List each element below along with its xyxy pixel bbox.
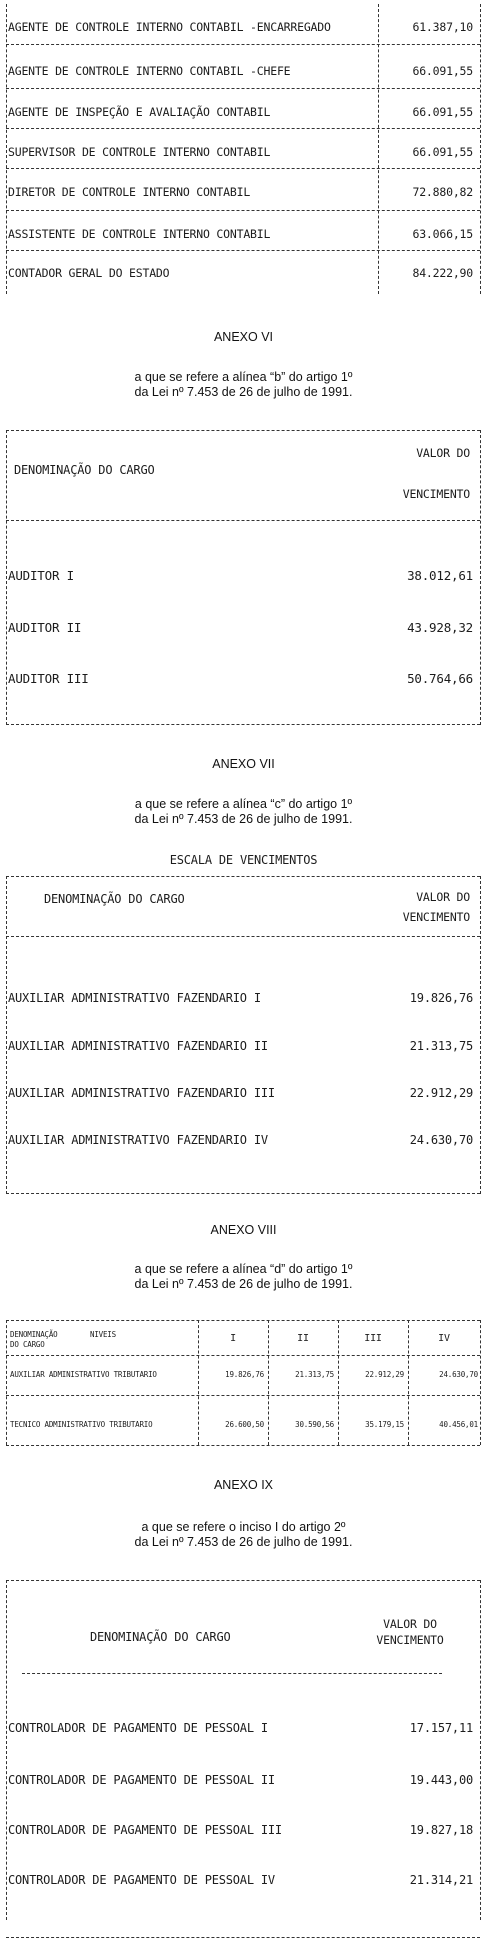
anexo-viii-ref-line2: da Lei nº 7.453 de 26 de julho de 1991. — [134, 1277, 353, 1291]
header-valor-2: VENCIMENTO — [376, 1633, 444, 1647]
table-row — [4, 1870, 481, 1890]
table-row — [4, 1820, 481, 1840]
cargo-value: 24.630,70 — [409, 1133, 473, 1147]
cargo-name: AUXILIAR ADMINISTRATIVO TRIBUTARIO — [10, 1370, 157, 1379]
table-row — [4, 264, 481, 282]
table-row — [4, 225, 481, 243]
anexo-ix-ref-line2: da Lei nº 7.453 de 26 de julho de 1991. — [134, 1535, 353, 1549]
table-row — [4, 1036, 481, 1056]
cargo-value: 22.912,29 — [409, 1086, 473, 1100]
cargo-value: 24.630,70 — [439, 1370, 478, 1379]
table-row — [4, 668, 481, 688]
cargo-value: 21.314,21 — [409, 1873, 473, 1887]
header-niveis: NIVEIS — [90, 1330, 116, 1339]
table-row — [4, 1718, 481, 1738]
cargo-value: 50.764,66 — [407, 670, 473, 686]
cargo-name: SUPERVISOR DE CONTROLE INTERNO CONTABIL — [8, 145, 271, 159]
anexo-viii-ref-line1: a que se refere a alínea “d” do artigo 1º — [134, 1262, 353, 1276]
header-cargo: DENOMINAÇÃO DO CARGO — [14, 463, 155, 477]
cargo-value: 43.928,32 — [407, 619, 473, 635]
cargo-name: AUXILIAR ADMINISTRATIVO FAZENDARIO I — [8, 991, 261, 1005]
cargo-name: CONTROLADOR DE PAGAMENTO DE PESSOAL III — [8, 1823, 282, 1837]
cargo-name: AGENTE DE INSPEÇÃO E AVALIAÇÃO CONTABIL — [8, 105, 271, 119]
cargo-value: 40.456,01 — [439, 1420, 478, 1429]
cargo-name: AGENTE DE CONTROLE INTERNO CONTABIL -ENCARREGADO — [8, 20, 331, 34]
table-row — [4, 62, 481, 80]
cargo-value: 21.313,75 — [295, 1370, 334, 1379]
anexo-vii-title: ANEXO VII — [212, 757, 275, 771]
cargo-name: TECNICO ADMINISTRATIVO TRIBUTARIO — [10, 1420, 153, 1429]
header-cargo-2: DO CARGO — [10, 1340, 45, 1349]
cargo-value: 66.091,55 — [412, 64, 473, 78]
header-valor-1: VALOR DO — [416, 890, 470, 904]
header-valor-2: VENCIMENTO — [402, 487, 470, 501]
anexo-vi-ref-line1: a que se refere a alínea “b” do artigo 1º — [134, 370, 353, 384]
cargo-value: 22.912,29 — [365, 1370, 404, 1379]
cargo-name: CONTROLADOR DE PAGAMENTO DE PESSOAL IV — [8, 1873, 275, 1887]
header-valor-1: VALOR DO — [416, 446, 470, 460]
cargo-value: 72.880,82 — [412, 185, 473, 199]
anexo-vii-ref-line2: da Lei nº 7.453 de 26 de julho de 1991. — [134, 812, 353, 826]
cargo-value: 61.387,10 — [412, 20, 473, 34]
table-row — [4, 18, 481, 36]
table-row — [4, 183, 481, 201]
header-cargo-1: DENOMINAÇÃO — [10, 1330, 58, 1339]
table-row — [4, 103, 481, 121]
cargo-name: AUXILIAR ADMINISTRATIVO FAZENDARIO II — [8, 1039, 268, 1053]
anexo-vi-title: ANEXO VI — [213, 330, 274, 344]
cargo-value: 35.179,15 — [365, 1420, 404, 1429]
cargo-value: 66.091,55 — [412, 145, 473, 159]
cargo-name: AUXILIAR ADMINISTRATIVO FAZENDARIO III — [8, 1086, 275, 1100]
cargo-value: 19.827,18 — [409, 1823, 473, 1837]
cargo-value: 19.443,00 — [409, 1773, 473, 1787]
table-row — [4, 143, 481, 161]
cargo-value: 38.012,61 — [407, 567, 473, 583]
cargo-value: 26.600,50 — [225, 1420, 264, 1429]
header-cargo: DENOMINAÇÃO DO CARGO — [90, 1630, 231, 1644]
cargo-name: AUDITOR III — [8, 670, 89, 686]
cargo-value: 63.066,15 — [412, 227, 473, 241]
table-row — [4, 988, 481, 1008]
cargo-name: AUXILIAR ADMINISTRATIVO FAZENDARIO IV — [8, 1133, 268, 1147]
cargo-name: AUDITOR I — [8, 567, 74, 583]
cargo-name: CONTADOR GERAL DO ESTADO — [8, 266, 170, 280]
level-header: IV — [438, 1333, 450, 1344]
cargo-name: CONTROLADOR DE PAGAMENTO DE PESSOAL I — [8, 1721, 268, 1735]
level-header: I — [230, 1333, 236, 1344]
cargo-name: AUDITOR II — [8, 619, 82, 635]
header-valor-2: VENCIMENTO — [402, 910, 470, 924]
header-cargo: DENOMINAÇÃO DO CARGO — [44, 892, 185, 906]
anexo-ix-ref-line1: a que se refere o inciso I do artigo 2º — [141, 1520, 346, 1534]
table-row — [4, 1770, 481, 1790]
anexo-vii-ref-line1: a que se refere a alínea “c” do artigo 1º — [134, 797, 353, 811]
anexo-viii-title: ANEXO VIII — [210, 1223, 277, 1237]
table-row — [4, 1083, 481, 1103]
cargo-value: 66.091,55 — [412, 105, 473, 119]
anexo-vi-ref-line2: da Lei nº 7.453 de 26 de julho de 1991. — [134, 385, 353, 399]
cargo-value: 30.590,56 — [295, 1420, 334, 1429]
header-valor-1: VALOR DO — [383, 1617, 437, 1631]
cargo-name: ASSISTENTE DE CONTROLE INTERNO CONTABIL — [8, 227, 271, 241]
anexo-ix-title: ANEXO IX — [213, 1478, 274, 1492]
anexo-vii-subtitle: ESCALA DE VENCIMENTOS — [169, 853, 318, 867]
cargo-name: CONTROLADOR DE PAGAMENTO DE PESSOAL II — [8, 1773, 275, 1787]
cargo-value: 19.826,76 — [225, 1370, 264, 1379]
cargo-value: 84.222,90 — [412, 266, 473, 280]
table-row — [4, 565, 481, 585]
cargo-name: DIRETOR DE CONTROLE INTERNO CONTABIL — [8, 185, 251, 199]
cargo-name: AGENTE DE CONTROLE INTERNO CONTABIL -CHEFE — [8, 64, 291, 78]
level-header: III — [364, 1333, 382, 1344]
table-row — [4, 1130, 481, 1150]
level-header: II — [297, 1333, 309, 1344]
cargo-value: 19.826,76 — [409, 991, 473, 1005]
table-row — [4, 617, 481, 637]
cargo-value: 21.313,75 — [409, 1039, 473, 1053]
cargo-value: 17.157,11 — [409, 1721, 473, 1735]
